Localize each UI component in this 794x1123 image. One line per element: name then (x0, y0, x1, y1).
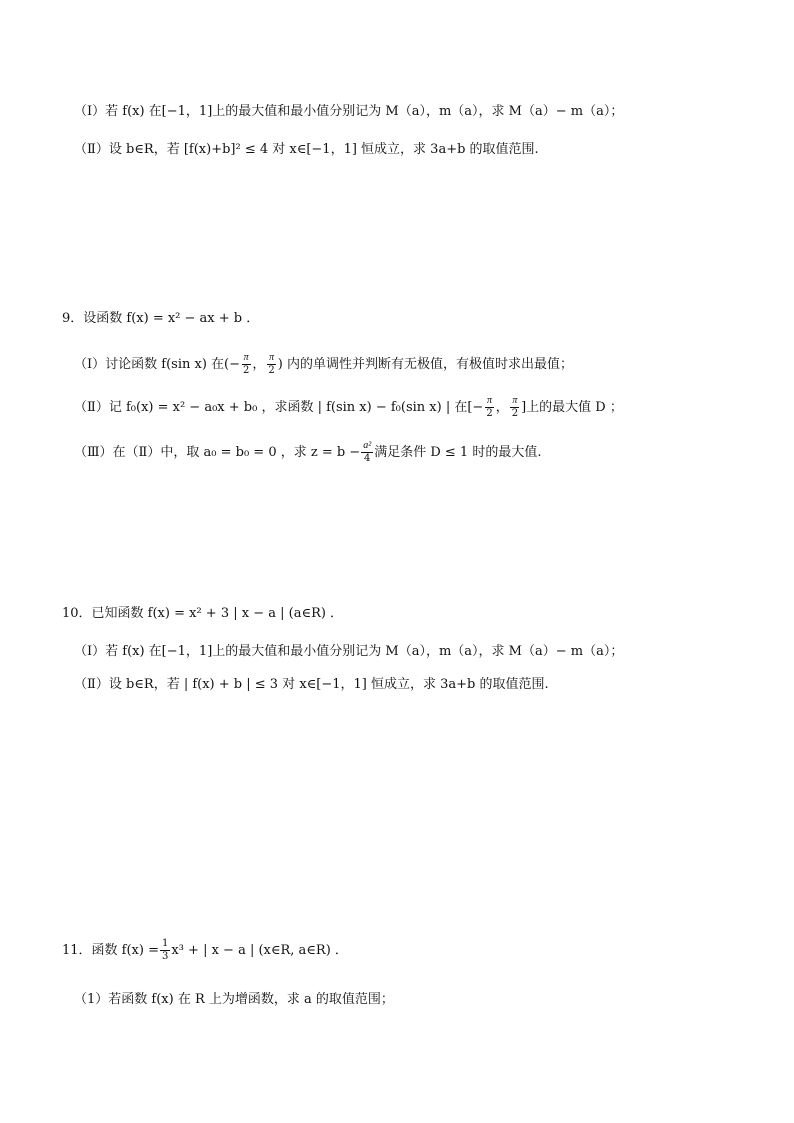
q9-part2-frac1-num: π (486, 395, 492, 406)
q9-part2-frac1-den: 2 (486, 408, 493, 419)
q11-stem-frac-num: 1 (162, 938, 169, 949)
q11-stem-frac-den: 3 (162, 951, 169, 962)
q9-part2-frac2-den: 2 (511, 408, 519, 419)
q9-part2-frac1 (484, 395, 494, 420)
q9-part2 (74, 395, 764, 420)
q8-part2: （Ⅱ）设 b∈R，若 [f(x)+b]² ≤ 4 对 x∈[−1，1] 恒成立，求 3a+b 的取值范围. (74, 142, 539, 157)
q8-part1: （Ⅰ）若 f(x) 在[−1，1]上的最大值和最小值分别记为 M（a），m（a），求 M（a）− m（a）； (74, 104, 624, 119)
q11-stem-text-b: x³ + | x − a | (x∈R, a∈R) ． (171, 943, 348, 958)
q9-part3-frac-num: a² (363, 440, 372, 451)
q9-part2-text-b: ， (495, 400, 509, 415)
q10-part1: （Ⅰ）若 f(x) 在[−1，1]上的最大值和最小值分别记为 M（a），m（a），求 M（a）− m（a）； (74, 644, 624, 659)
q9-part3-frac (361, 440, 373, 465)
q9-part2-text-a: （Ⅱ）记 f₀(x) = x² − a₀x + b₀ ，求函数 | f(sin x) − f₀(sin x) | 在[− (74, 400, 484, 415)
q9-part3-text-a: （Ⅲ）在（Ⅱ）中，取 a₀ = b₀ = 0 ，求 z = b − (74, 445, 361, 460)
q9-part1-frac1-num: π (243, 352, 249, 363)
q9-part2-frac2-num: π (512, 395, 518, 406)
q9-part1-text-b: ， (252, 357, 266, 372)
q11-stem-text-a: 11．函数 f(x) = (62, 943, 159, 958)
q11-stem-frac (160, 938, 170, 963)
q9-part1 (74, 352, 764, 377)
q9-part2-text-c: ]上的最大值 D ； (521, 400, 623, 415)
q10-stem: 10．已知函数 f(x) = x² + 3 | x − a | (a∈R) ． (62, 606, 344, 621)
q9-part1-frac2 (266, 352, 276, 377)
q9-stem: 9．设函数 f(x) = x² − ax + b ． (62, 311, 260, 326)
q10-part2: （Ⅱ）设 b∈R，若 | f(x) + b | ≤ 3 对 x∈[−1，1] 恒成立，求 3a+b 的取值范围. (74, 677, 549, 692)
q9-part2-frac2 (510, 395, 520, 420)
q11-part1: （1）若函数 f(x) 在 R 上为增函数，求 a 的取值范围； (74, 992, 394, 1007)
q9-part1-text-c: ) 内的单调性并判断有无极值，有极值时求出最值； (277, 357, 573, 372)
q9-part1-frac1-den: 2 (243, 365, 250, 376)
q9-part3-text-b: 满足条件 D ≤ 1 时的最大值. (374, 445, 542, 460)
q9-part1-frac2-den: 2 (268, 365, 275, 376)
q9-part3-frac-den: 4 (364, 453, 371, 464)
q11-stem (62, 938, 764, 963)
q9-part1-frac2-num: π (269, 352, 275, 363)
q9-part1-frac1 (241, 352, 251, 377)
q9-part3 (74, 440, 764, 465)
q9-part1-text-a: （Ⅰ）讨论函数 f(sin x) 在(− (74, 357, 240, 372)
